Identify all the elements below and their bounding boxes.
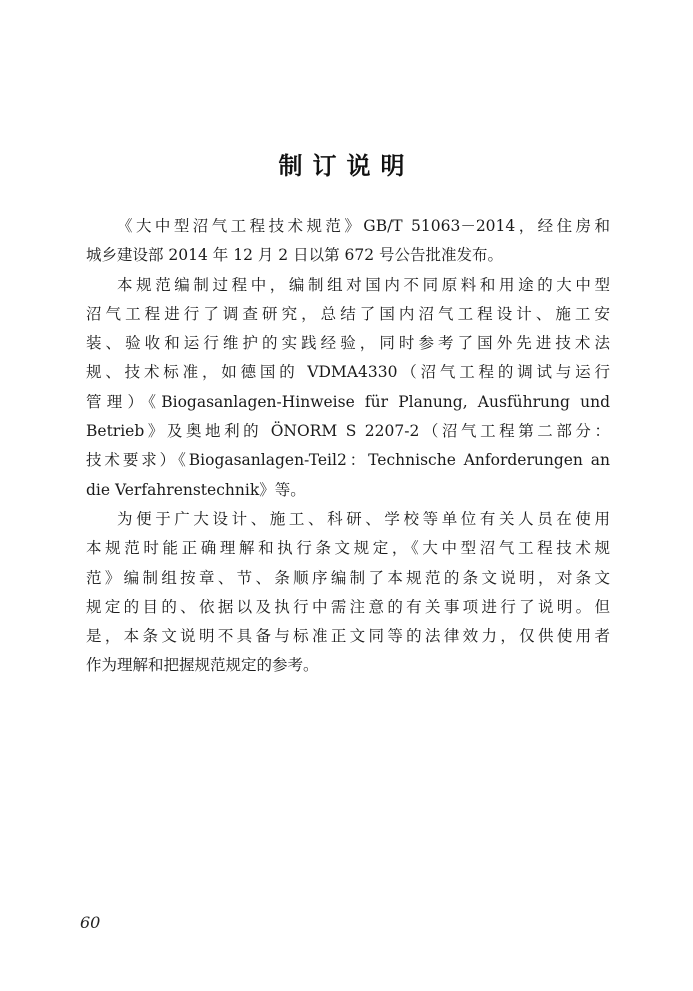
paragraph-3-line-4: 规定的目的、依据以及执行中需注意的有关事项进行了说明。但 xyxy=(86,597,610,616)
paragraph-2-line-1: 本规范编制过程中，编制组对国内不同原料和用途的大中型 xyxy=(117,275,610,294)
paragraph-2-line-4: 规、技术标准，如德国的 VDMA4330（沼气工程的调试与运行 xyxy=(86,363,610,382)
paragraph-3-line-1: 为便于广大设计、施工、科研、学校等单位有关人员在使用 xyxy=(117,509,610,528)
paragraph-2-line-2: 沼气工程进行了调查研究，总结了国内沼气工程设计、施工安 xyxy=(86,304,610,323)
page-title: 制订说明 xyxy=(278,152,415,180)
paragraph-3-line-2: 本规范时能正确理解和执行条文规定，《大中型沼气工程技术规 xyxy=(86,539,610,558)
paragraph-1-line-1: 《大中型沼气工程技术规范》GB/T 51063－2014，经住房和 xyxy=(117,217,610,235)
paragraph-3-line-6: 作为理解和把握规范规定的参考。 xyxy=(86,656,319,675)
paragraph-1-line-2: 城乡建设部 2014 年 12 月 2 日以第 672 号公告批准发布。 xyxy=(86,246,504,265)
page-number: 60 xyxy=(80,913,101,932)
paragraph-2-line-7: 技术要求）《Biogasanlagen-Teil2：Technische Anforderungen an xyxy=(86,451,610,470)
paragraph-2-line-8: die Verfahrenstechnik》等。 xyxy=(86,480,306,499)
paragraph-3-line-3: 范》编制组按章、节、条顺序编制了本规范的条文说明，对条文 xyxy=(86,568,610,587)
paragraph-2-line-5: 管理）《Biogasanlagen-Hinweise für Planung, Ausführung und xyxy=(86,392,610,411)
paragraph-2-line-3: 装、验收和运行维护的实践经验，同时参考了国外先进技术法 xyxy=(86,334,610,353)
paragraph-3-line-5: 是，本条文说明不具备与标准正文同等的法律效力，仅供使用者 xyxy=(86,627,610,646)
paragraph-2-line-6: Betrieb》及奥地利的 ÖNORM S 2207-2（沼气工程第二部分： xyxy=(86,422,610,441)
body-text xyxy=(86,212,610,681)
